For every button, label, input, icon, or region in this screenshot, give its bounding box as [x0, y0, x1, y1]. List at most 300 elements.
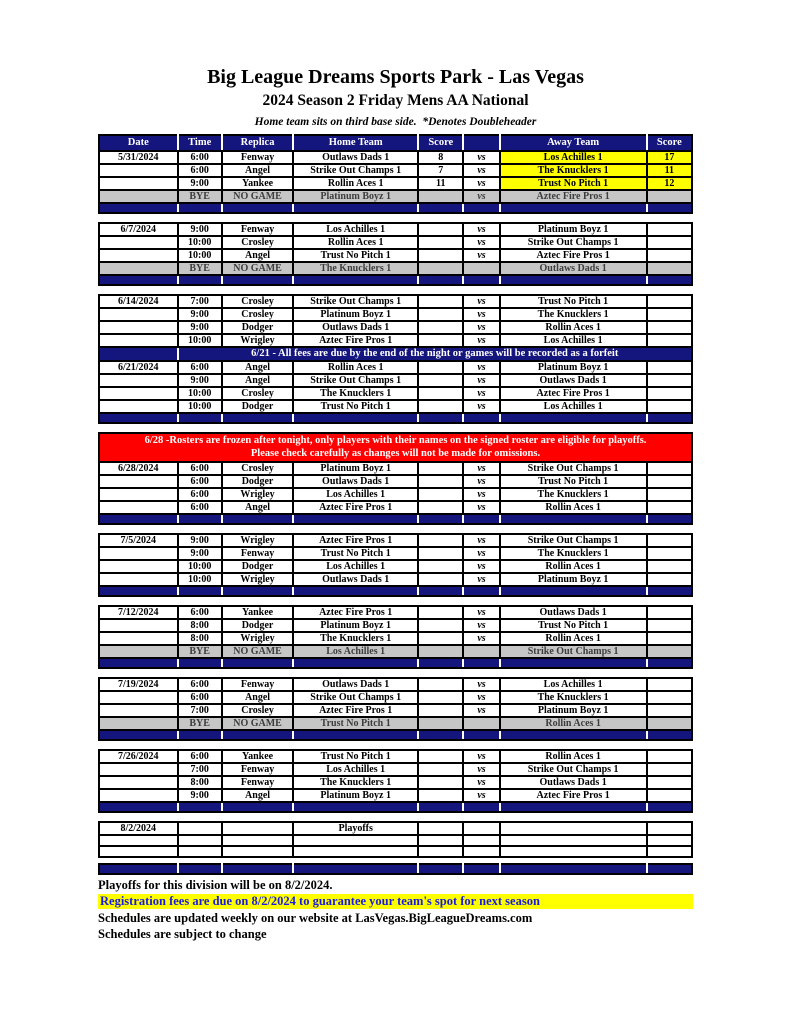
separator-cell	[463, 658, 499, 668]
replica-cell: Wrigley	[222, 632, 293, 645]
away-team-cell: The Knucklers 1	[500, 547, 647, 560]
column-header-time: Time	[178, 135, 222, 151]
home-score-cell	[418, 822, 463, 835]
replica-cell: Fenway	[222, 678, 293, 691]
date-cell	[99, 236, 178, 249]
home-team-cell: Trust No Pitch 1	[293, 547, 418, 560]
separator-cell	[647, 730, 692, 740]
game-row	[99, 501, 692, 514]
game-row	[99, 177, 692, 190]
away-score-cell	[647, 846, 692, 857]
date-cell	[99, 177, 178, 190]
time-cell: 10:00	[178, 387, 222, 400]
separator-cell	[99, 514, 178, 524]
separator-cell	[99, 730, 178, 740]
date-cell	[99, 308, 178, 321]
replica-cell: NO GAME	[222, 645, 293, 658]
home-score-cell	[418, 547, 463, 560]
home-score-cell	[418, 835, 463, 846]
away-team-cell: The Knucklers 1	[500, 308, 647, 321]
home-score-cell	[418, 262, 463, 275]
vs-cell: vs	[463, 789, 499, 802]
game-row	[99, 632, 692, 645]
replica-cell: Dodger	[222, 321, 293, 334]
away-team-cell: Rollin Aces 1	[500, 750, 647, 763]
away-score-cell	[647, 462, 692, 475]
away-team-cell: Los Achilles 1	[500, 334, 647, 347]
separator-cell	[647, 658, 692, 668]
away-team-cell: Platinum Boyz 1	[500, 223, 647, 236]
game-row	[99, 236, 692, 249]
time-cell: 6:00	[178, 361, 222, 374]
away-team-cell: Platinum Boyz 1	[500, 361, 647, 374]
home-score-cell	[418, 846, 463, 857]
replica-cell: Angel	[222, 691, 293, 704]
replica-cell: Yankee	[222, 750, 293, 763]
replica-cell: Fenway	[222, 763, 293, 776]
time-cell: 6:00	[178, 678, 222, 691]
home-score-cell	[418, 750, 463, 763]
replica-cell: Fenway	[222, 776, 293, 789]
vs-cell: vs	[463, 547, 499, 560]
column-header-date: Date	[99, 135, 178, 151]
away-score-cell	[647, 717, 692, 730]
home-score-cell	[418, 462, 463, 475]
game-row	[99, 151, 692, 164]
sep-row	[99, 275, 692, 285]
date-cell: 7/19/2024	[99, 678, 178, 691]
separator-cell	[178, 864, 222, 874]
column-header-home-team: Home Team	[293, 135, 418, 151]
home-team-cell: The Knucklers 1	[293, 387, 418, 400]
separator-cell	[500, 864, 647, 874]
away-team-cell: Strike Out Champs 1	[500, 534, 647, 547]
time-cell: 10:00	[178, 573, 222, 586]
game-row	[99, 475, 692, 488]
separator-cell	[418, 864, 463, 874]
sep-row	[99, 730, 692, 740]
away-score-cell	[647, 704, 692, 717]
game-row	[99, 534, 692, 547]
away-score-cell	[647, 236, 692, 249]
date-cell: 6/7/2024	[99, 223, 178, 236]
time-cell: BYE	[178, 190, 222, 203]
separator-cell	[418, 802, 463, 812]
away-score-cell	[647, 475, 692, 488]
home-score-cell	[418, 295, 463, 308]
separator-cell	[178, 514, 222, 524]
week-7-26	[98, 749, 693, 813]
away-team-cell: Trust No Pitch 1	[500, 177, 647, 190]
note-date-cell	[99, 347, 178, 361]
game-row	[99, 308, 692, 321]
vs-cell: vs	[463, 776, 499, 789]
away-score-cell	[647, 295, 692, 308]
separator-cell	[222, 864, 293, 874]
away-score-cell	[647, 763, 692, 776]
time-cell: 9:00	[178, 223, 222, 236]
vs-cell: vs	[463, 763, 499, 776]
vs-cell: vs	[463, 619, 499, 632]
away-team-cell: The Knucklers 1	[500, 691, 647, 704]
home-team-cell: Platinum Boyz 1	[293, 789, 418, 802]
replica-cell: Wrigley	[222, 573, 293, 586]
date-cell	[99, 400, 178, 413]
home-score-cell	[418, 717, 463, 730]
separator-cell	[222, 802, 293, 812]
game-row	[99, 321, 692, 334]
time-cell	[178, 846, 222, 857]
vs-cell	[463, 262, 499, 275]
vs-cell: vs	[463, 678, 499, 691]
week-7-19	[98, 677, 693, 741]
replica-cell: Dodger	[222, 400, 293, 413]
home-score-cell	[418, 606, 463, 619]
date-cell	[99, 164, 178, 177]
home-team-cell: Outlaws Dads 1	[293, 573, 418, 586]
replica-cell	[222, 822, 293, 835]
column-header-score: Score	[647, 135, 692, 151]
away-score-cell	[647, 678, 692, 691]
separator-cell	[293, 275, 418, 285]
away-score-cell	[647, 750, 692, 763]
home-team-cell: Los Achilles 1	[293, 560, 418, 573]
week-7-5	[98, 533, 693, 597]
vs-cell: vs	[463, 164, 499, 177]
vs-cell: vs	[463, 606, 499, 619]
home-score-cell	[418, 190, 463, 203]
date-cell: 6/21/2024	[99, 361, 178, 374]
home-team-cell	[293, 846, 418, 857]
date-cell	[99, 691, 178, 704]
separator-cell	[178, 275, 222, 285]
away-team-cell: Strike Out Champs 1	[500, 763, 647, 776]
time-cell: 7:00	[178, 295, 222, 308]
time-cell: 6:00	[178, 488, 222, 501]
away-score-cell	[647, 387, 692, 400]
away-team-cell: Outlaws Dads 1	[500, 262, 647, 275]
away-team-cell: Platinum Boyz 1	[500, 573, 647, 586]
date-cell: 6/28/2024	[99, 462, 178, 475]
separator-cell	[647, 275, 692, 285]
playoffs-8-2	[98, 821, 693, 858]
separator-cell	[463, 203, 499, 213]
date-cell	[99, 632, 178, 645]
vs-cell: vs	[463, 750, 499, 763]
vs-cell: vs	[463, 501, 499, 514]
time-cell: BYE	[178, 645, 222, 658]
date-cell	[99, 249, 178, 262]
replica-cell: Angel	[222, 164, 293, 177]
time-cell: 9:00	[178, 308, 222, 321]
home-score-cell	[418, 387, 463, 400]
weeks-6-14-and-6-21	[98, 294, 693, 424]
separator-cell	[463, 413, 499, 423]
vs-cell	[463, 645, 499, 658]
replica-cell: Fenway	[222, 223, 293, 236]
home-team-cell: Aztec Fire Pros 1	[293, 704, 418, 717]
date-cell	[99, 704, 178, 717]
separator-cell	[463, 864, 499, 874]
vs-cell: vs	[463, 704, 499, 717]
home-score-cell	[418, 249, 463, 262]
date-cell	[99, 374, 178, 387]
date-cell	[99, 190, 178, 203]
away-team-cell: The Knucklers 1	[500, 488, 647, 501]
replica-cell: Angel	[222, 361, 293, 374]
away-team-cell: Los Achilles 1	[500, 678, 647, 691]
replica-cell: Dodger	[222, 475, 293, 488]
home-score-cell: 8	[418, 151, 463, 164]
home-team-cell: Aztec Fire Pros 1	[293, 606, 418, 619]
date-cell	[99, 619, 178, 632]
away-score-cell	[647, 374, 692, 387]
vs-cell	[463, 846, 499, 857]
vs-cell: vs	[463, 534, 499, 547]
note-navy-row	[99, 347, 692, 361]
game-row	[99, 249, 692, 262]
home-team-cell: Outlaws Dads 1	[293, 475, 418, 488]
separator-cell	[647, 514, 692, 524]
sep-row	[99, 802, 692, 812]
away-score-cell	[647, 262, 692, 275]
time-cell: 6:00	[178, 151, 222, 164]
sep-row	[99, 586, 692, 596]
game-row	[99, 763, 692, 776]
vs-cell: vs	[463, 190, 499, 203]
date-cell	[99, 501, 178, 514]
game-row	[99, 560, 692, 573]
away-team-cell: Trust No Pitch 1	[500, 619, 647, 632]
away-team-cell	[500, 835, 647, 846]
away-team-cell: Trust No Pitch 1	[500, 475, 647, 488]
home-score-cell	[418, 374, 463, 387]
home-team-cell: Platinum Boyz 1	[293, 619, 418, 632]
game-row	[99, 334, 692, 347]
game-row	[99, 678, 692, 691]
home-team-cell: Aztec Fire Pros 1	[293, 501, 418, 514]
week-5-31	[98, 134, 693, 214]
separator-cell	[418, 586, 463, 596]
home-team-cell: Los Achilles 1	[293, 763, 418, 776]
away-team-cell: Rollin Aces 1	[500, 560, 647, 573]
home-team-cell: Platinum Boyz 1	[293, 308, 418, 321]
home-team-cell: Rollin Aces 1	[293, 236, 418, 249]
away-score-cell	[647, 619, 692, 632]
footer-registration-note: Registration fees are due on 8/2/2024 to guarantee your team's spot for next season	[98, 894, 693, 909]
column-header-vs	[463, 135, 499, 151]
replica-cell: Crosley	[222, 236, 293, 249]
replica-cell: Crosley	[222, 387, 293, 400]
separator-cell	[418, 413, 463, 423]
game-row	[99, 400, 692, 413]
home-score-cell	[418, 763, 463, 776]
date-cell	[99, 262, 178, 275]
replica-cell: Wrigley	[222, 488, 293, 501]
time-cell: 8:00	[178, 776, 222, 789]
away-team-cell: Aztec Fire Pros 1	[500, 789, 647, 802]
home-team-cell: Los Achilles 1	[293, 223, 418, 236]
sep-row	[99, 658, 692, 668]
away-score-cell	[647, 501, 692, 514]
separator-cell	[463, 730, 499, 740]
separator-cell	[418, 514, 463, 524]
roster-freeze-note-line: Please check carefully as changes will not be made for omissions.	[250, 447, 541, 459]
game-row	[99, 374, 692, 387]
separator-cell	[463, 586, 499, 596]
home-score-cell	[418, 475, 463, 488]
bottom-separator	[98, 863, 693, 875]
away-score-cell	[647, 835, 692, 846]
vs-cell: vs	[463, 462, 499, 475]
separator-cell	[178, 658, 222, 668]
vs-cell: vs	[463, 334, 499, 347]
time-cell: 6:00	[178, 606, 222, 619]
away-score-cell	[647, 547, 692, 560]
time-cell: 8:00	[178, 632, 222, 645]
away-team-cell: Strike Out Champs 1	[500, 236, 647, 249]
replica-cell: Wrigley	[222, 534, 293, 547]
replica-cell: Crosley	[222, 308, 293, 321]
away-team-cell: Rollin Aces 1	[500, 717, 647, 730]
bye-row	[99, 190, 692, 203]
home-score-cell	[418, 400, 463, 413]
away-score-cell	[647, 321, 692, 334]
column-header-score: Score	[418, 135, 463, 151]
away-team-cell: Rollin Aces 1	[500, 321, 647, 334]
home-score-cell: 11	[418, 177, 463, 190]
away-score-cell	[647, 632, 692, 645]
home-team-cell: Platinum Boyz 1	[293, 190, 418, 203]
away-score-cell	[647, 308, 692, 321]
time-cell: 10:00	[178, 249, 222, 262]
time-cell: 9:00	[178, 534, 222, 547]
vs-cell: vs	[463, 295, 499, 308]
date-cell	[99, 645, 178, 658]
home-score-cell	[418, 645, 463, 658]
separator-cell	[178, 730, 222, 740]
separator-cell	[99, 203, 178, 213]
home-team-cell: Playoffs	[293, 822, 418, 835]
game-row	[99, 573, 692, 586]
column-header-replica: Replica	[222, 135, 293, 151]
away-score-cell	[647, 606, 692, 619]
time-cell: 10:00	[178, 560, 222, 573]
vs-cell: vs	[463, 387, 499, 400]
time-cell: 7:00	[178, 704, 222, 717]
separator-cell	[293, 730, 418, 740]
separator-cell	[647, 586, 692, 596]
vs-cell: vs	[463, 691, 499, 704]
home-team-cell: Aztec Fire Pros 1	[293, 534, 418, 547]
time-cell: 6:00	[178, 691, 222, 704]
home-score-cell	[418, 619, 463, 632]
empty-row	[99, 846, 692, 857]
home-team-cell: Los Achilles 1	[293, 645, 418, 658]
bye-row	[99, 262, 692, 275]
separator-cell	[293, 864, 418, 874]
separator-cell	[222, 203, 293, 213]
separator-cell	[178, 586, 222, 596]
away-team-cell: Aztec Fire Pros 1	[500, 387, 647, 400]
home-score-cell	[418, 678, 463, 691]
vs-cell: vs	[463, 374, 499, 387]
date-cell	[99, 547, 178, 560]
separator-cell	[293, 586, 418, 596]
replica-cell: Crosley	[222, 462, 293, 475]
separator-cell	[418, 203, 463, 213]
separator-cell	[99, 586, 178, 596]
vs-cell: vs	[463, 236, 499, 249]
vs-cell: vs	[463, 308, 499, 321]
home-team-cell: The Knucklers 1	[293, 632, 418, 645]
game-row	[99, 691, 692, 704]
separator-cell	[463, 275, 499, 285]
away-team-cell: Trust No Pitch 1	[500, 295, 647, 308]
home-score-cell	[418, 223, 463, 236]
replica-cell: Yankee	[222, 606, 293, 619]
date-cell	[99, 321, 178, 334]
page-title: Big League Dreams Sports Park - Las Vegas	[207, 66, 584, 88]
away-score-cell	[647, 361, 692, 374]
date-cell	[99, 717, 178, 730]
replica-cell: NO GAME	[222, 717, 293, 730]
separator-cell	[418, 730, 463, 740]
replica-cell: NO GAME	[222, 190, 293, 203]
separator-cell	[647, 413, 692, 423]
away-score-cell	[647, 400, 692, 413]
home-team-cell: Outlaws Dads 1	[293, 321, 418, 334]
separator-cell	[463, 802, 499, 812]
away-team-cell: Outlaws Dads 1	[500, 374, 647, 387]
away-score-cell	[647, 645, 692, 658]
separator-cell	[99, 802, 178, 812]
home-score-cell	[418, 308, 463, 321]
date-cell	[99, 763, 178, 776]
game-row	[99, 704, 692, 717]
away-team-cell: Rollin Aces 1	[500, 501, 647, 514]
vs-cell	[463, 822, 499, 835]
separator-cell	[500, 275, 647, 285]
roster-freeze-note-line: 6/28 -Rosters are frozen after tonight, only players with their names on the signed roster are eligible for playoffs.	[144, 435, 647, 446]
away-score-cell: 17	[647, 151, 692, 164]
home-team-cell: Rollin Aces 1	[293, 361, 418, 374]
separator-cell	[463, 514, 499, 524]
date-cell: 7/26/2024	[99, 750, 178, 763]
date-cell: 5/31/2024	[99, 151, 178, 164]
vs-cell: vs	[463, 475, 499, 488]
away-team-cell: Platinum Boyz 1	[500, 704, 647, 717]
time-cell: 6:00	[178, 750, 222, 763]
home-score-cell	[418, 776, 463, 789]
date-cell	[99, 488, 178, 501]
home-score-cell	[418, 789, 463, 802]
time-cell: 10:00	[178, 236, 222, 249]
home-team-cell: The Knucklers 1	[293, 776, 418, 789]
separator-cell	[500, 514, 647, 524]
vs-cell: vs	[463, 321, 499, 334]
replica-cell: Yankee	[222, 177, 293, 190]
sep-row	[99, 864, 692, 874]
away-score-cell	[647, 789, 692, 802]
separator-cell	[500, 730, 647, 740]
game-row	[99, 295, 692, 308]
home-score-cell	[418, 573, 463, 586]
date-cell	[99, 560, 178, 573]
game-row	[99, 488, 692, 501]
date-cell: 6/14/2024	[99, 295, 178, 308]
home-score-cell	[418, 560, 463, 573]
